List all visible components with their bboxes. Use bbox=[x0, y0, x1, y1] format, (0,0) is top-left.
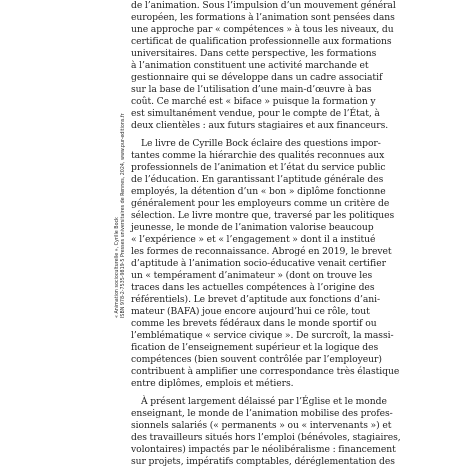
text-line: universitaires. Dans cette perspective, les formations bbox=[131, 48, 377, 60]
text-line: sur la base de l’utilisation d’une main-d’œuvre à bas bbox=[131, 84, 372, 96]
paragraph-2 bbox=[131, 137, 400, 391]
body-text bbox=[131, 0, 401, 473]
text-line: sélection. Le livre montre que, traversé par les politiques bbox=[131, 209, 395, 221]
text-line: À présent largement délaissé par l’Église et le monde bbox=[141, 395, 387, 407]
paragraph-3 bbox=[131, 395, 401, 468]
text-line: à l’animation constituent une activité marchande et bbox=[131, 60, 369, 72]
text-line: enseignant, le monde de l’animation mobilise des profes- bbox=[131, 407, 393, 419]
book-citation: « Animation socioculturelle », Cyrille Bock bbox=[115, 217, 120, 318]
text-line: jeunesse, le monde de l’animation valorise beaucoup bbox=[131, 221, 374, 233]
text-line: d’aptitude à l’animation socio-éducative venait certifier bbox=[131, 257, 386, 269]
text-line: européen, les formations à l’animation sont pensées dans bbox=[131, 12, 395, 24]
text-line: employés, la détention d’un « bon » diplôme fonctionne bbox=[131, 185, 386, 197]
text-line: est simultanément vendue, pour le compte de l’État, à bbox=[131, 108, 380, 120]
text-line: tantes comme la hiérarchie des qualités reconnues aux bbox=[131, 149, 385, 161]
text-line: généralement pour les employeurs comme un critère de bbox=[131, 197, 390, 209]
text-line: deux clientèles : aux futurs stagiaires et aux financeurs. bbox=[131, 120, 389, 132]
text-line: fication de l’enseignement supérieur et la logique des bbox=[131, 342, 379, 354]
text-line: compétences (bien souvent contrôlée par l’employeur) bbox=[131, 354, 382, 366]
text-line: sur projets, impératifs comptables, déréglementation des bbox=[131, 455, 395, 467]
text-line: professionnels de l’animation et l’état du service public bbox=[131, 161, 386, 173]
text-line: de l’animation. Sous l’impulsion d’un mouvement général bbox=[131, 0, 396, 11]
text-line: comme les brevets fédéraux dans le monde sportif ou bbox=[131, 318, 377, 330]
text-line: des travailleurs situés hors l’emploi (bénévoles, stagiaires, bbox=[131, 431, 401, 443]
text-line: Le livre de Cyrille Bock éclaire des questions impor- bbox=[141, 137, 381, 149]
text-line: l’emblématique « service civique ». De surcroît, la massi- bbox=[131, 330, 394, 342]
copyright-side-note bbox=[115, 113, 127, 318]
isbn-publisher-line: ISBN 978-2-7535-9819-5 Presses universitaires de Rennes, 2024, www.pur-editions.fr bbox=[121, 113, 126, 318]
text-line: entre diplômes, emplois et métiers. bbox=[131, 378, 294, 390]
text-line: sionnels salariés (« permanents » ou « intervenants ») et bbox=[131, 419, 392, 431]
text-line: une approche par « compétences » à tous les niveaux, du bbox=[131, 24, 394, 36]
text-line: certificat de qualification professionnelle aux formations bbox=[131, 36, 392, 48]
text-line: un « tempérament d’animateur » (dont on trouve les bbox=[131, 270, 373, 282]
text-line: gestionnaire qui se développe dans un cadre associatif bbox=[131, 72, 383, 84]
text-line: volontaires) impactés par le néolibéralisme : financement bbox=[131, 443, 396, 455]
text-line: mateur (BAFA) joue encore aujourd’hui ce rôle, tout bbox=[131, 306, 370, 318]
text-line: les formes de reconnaissance. Abrogé en 2019, le brevet bbox=[131, 245, 392, 257]
text-line: coût. Ce marché est « biface » puisque la formation y bbox=[131, 96, 376, 108]
text-line: de l’éducation. En garantissant l’aptitude générale des bbox=[131, 173, 384, 185]
paragraph-1 bbox=[131, 0, 396, 133]
text-line: référentiels). Le brevet d’aptitude aux fonctions d’ani- bbox=[131, 294, 381, 306]
text-line: contribuent à amplifier une correspondance très élastique bbox=[131, 366, 400, 378]
text-line: « l’expérience » et « l’engagement » dont il a institué bbox=[131, 233, 376, 245]
text-line: traces dans les actuelles compétences à l’origine des bbox=[131, 282, 375, 294]
